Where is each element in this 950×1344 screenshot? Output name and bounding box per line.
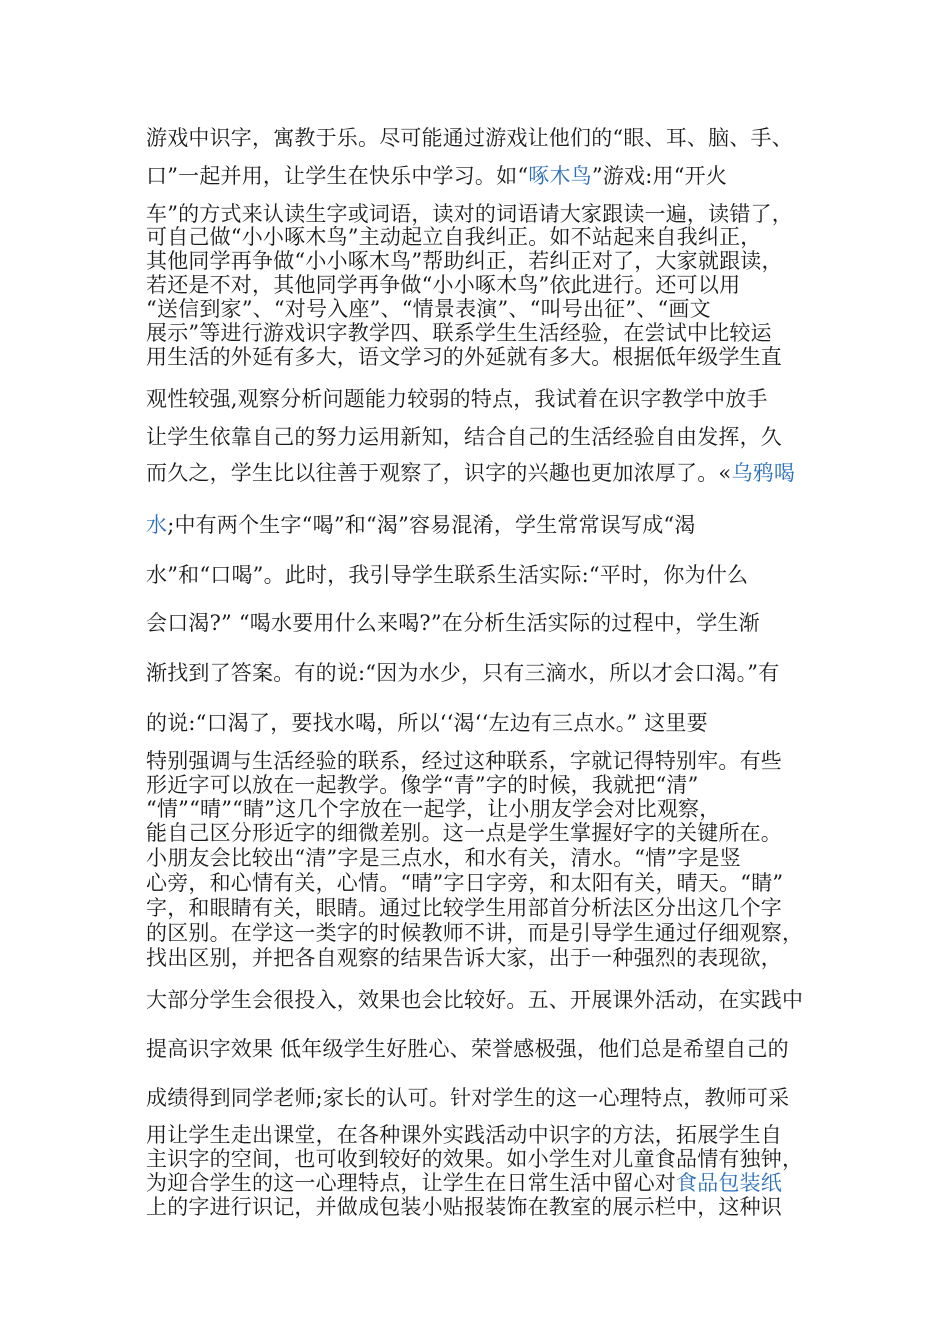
text-line: 会口渴?” “喝水要用什么来喝?”在分析生活实际的过程中，学生渐 — [146, 611, 760, 635]
text-line: 心旁，和心情有关，心情。“晴”字日字旁，和太阳有关，晴天。“睛” — [146, 871, 784, 895]
link-woodpecker[interactable]: 啄木鸟 — [528, 164, 592, 188]
text-segment: ”游戏:用“开火 — [591, 164, 728, 188]
text-line: 能自己区分形近字的细微差别。这一点是学生掌握好字的关键所在。 — [146, 821, 782, 845]
text-line: 观性较强,观察分析问题能力较弱的特点，我试着在识字教学中放手 — [146, 387, 768, 411]
text-line: 渐找到了答案。有的说:“因为水少，只有三滴水，所以才会口渴。”有 — [146, 661, 780, 685]
text-line: 形近字可以放在一起教学。像学“青”字的时候，我就把“清” — [146, 773, 699, 797]
text-line: 大部分学生会很投入，效果也会比较好。五、开展课外活动，在实践中 — [146, 988, 804, 1012]
text-line: 成绩得到同学老师;家长的认可。针对学生的这一心理特点，教师可采 — [146, 1086, 790, 1110]
text-segment: 为迎合学生的这一心理特点，让学生在日常生活中留心对 — [146, 1171, 676, 1195]
text-line: 用让学生走出课堂，在各种课外实践活动中识字的方法，拓展学生自 — [146, 1123, 782, 1147]
text-line: 的说:“口渴了，要找水喝，所以‘‘渴‘‘左边有三点水。” 这里要 — [146, 711, 708, 735]
text-line: 其他同学再争做“小小啄木鸟”帮助纠正，若纠正对了，大家就跟读， — [146, 249, 783, 273]
text-line: 车”的方式来认读生字或词语，读对的词语请大家跟读一遍，读错了， — [146, 202, 793, 226]
text-line: 游戏中识字，寓教于乐。尽可能通过游戏让他们的“眼、耳、脑、手、 — [146, 126, 793, 150]
text-line: 若还是不对，其他同学再争做“小小啄木鸟”依此进行。还可以用 — [146, 273, 741, 297]
text-line: 字，和眼睛有关，眼睛。通过比较学生用部首分析法区分出这几个字 — [146, 896, 782, 920]
text-line: 提高识字效果 低年级学生好胜心、荣誉感极强，他们总是希望自己的 — [146, 1037, 789, 1061]
text-line — [146, 460, 810, 486]
text-line — [146, 1170, 810, 1196]
link-crow-drinks-water-cont[interactable]: 水 — [146, 513, 168, 537]
text-line: 特别强调与生活经验的联系，经过这种联系，字就记得特别牢。有些 — [146, 749, 782, 773]
text-segment: ;中有两个生字“喝”和“渴”容易混淆，学生常常误写成“渴 — [167, 513, 696, 537]
text-line — [146, 512, 810, 538]
text-line: “送信到家”、“对号入座”、“情景表演”、“叫号出征”、“画文 — [146, 297, 711, 321]
link-crow-drinks-water[interactable]: 乌鸦喝 — [731, 461, 796, 485]
text-line: 找出区别，并把各自观察的结果告诉大家，出于一种强烈的表现欲， — [146, 946, 782, 970]
text-line: 水”和“口喝”。此时，我引导学生联系生活实际:“平时，你为什么 — [146, 563, 749, 587]
text-line: 上的字进行识记，并做成包装小贴报装饰在教室的展示栏中，这种识 — [146, 1195, 782, 1219]
text-line: 主识字的空间，也可收到较好的效果。如小学生对儿童食品情有独钟， — [146, 1147, 804, 1171]
text-line: “情”“晴”“睛”这几个字放在一起学，让小朋友学会对比观察， — [146, 797, 721, 821]
text-segment: 而久之，学生比以往善于观察了，识字的兴趣也更加浓厚了。« — [146, 461, 732, 485]
text-line: 展示”等进行游戏识字教学四、联系学生生活经验，在尝试中比较运 — [146, 321, 772, 345]
text-line: 的区别。在学这一类字的时候教师不讲，而是引导学生通过仔细观察， — [146, 921, 804, 945]
text-line: 用生活的外延有多大，语文学习的外延就有多大。根据低年级学生直 — [146, 345, 782, 369]
text-segment: 口”一起并用，让学生在快乐中学习。如“ — [146, 164, 529, 188]
link-food-wrapper[interactable]: 食品包装纸 — [676, 1171, 782, 1195]
text-line — [146, 163, 810, 189]
text-line: 小朋友会比较出“清”字是三点水，和水有关，清水。“情”字是竖 — [146, 846, 741, 870]
text-line: 让学生依靠自己的努力运用新知，结合自己的生活经验自由发挥，久 — [146, 425, 782, 449]
text-line: 可自己做“小小啄木鸟”主动起立自我纠正。如不站起来自我纠正， — [146, 225, 762, 249]
